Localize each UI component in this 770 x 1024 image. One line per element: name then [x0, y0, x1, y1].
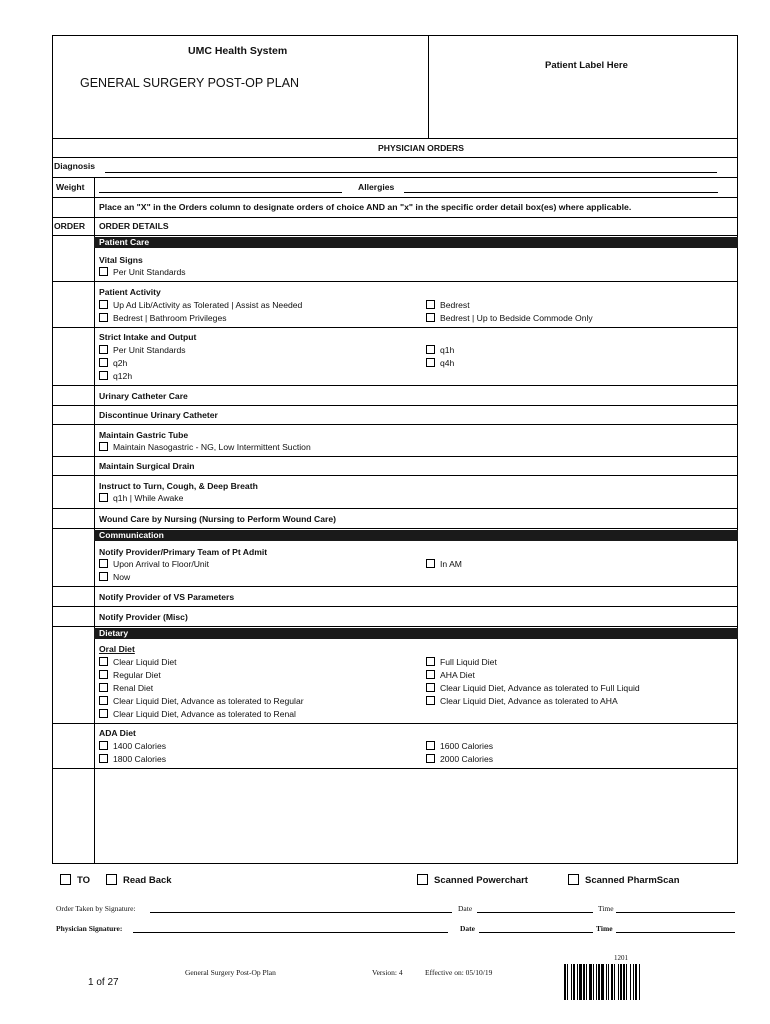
ada-diet-title: ADA Diet [99, 728, 136, 738]
wound-care: Wound Care by Nursing (Nursing to Perform Wound Care) [99, 514, 336, 524]
checkbox-icon[interactable] [99, 267, 108, 276]
order-details-column-header: ORDER DETAILS [99, 221, 169, 231]
ada-diet-option[interactable]: 1800 Calories [99, 753, 166, 765]
section-communication: Communication [94, 530, 738, 541]
physician-time-field[interactable] [616, 932, 735, 933]
checkbox-icon[interactable] [99, 371, 108, 380]
page-number: 1 of 27 [88, 977, 119, 988]
notify-admit-title: Notify Provider/Primary Team of Pt Admit [99, 547, 268, 557]
oral-diet-option[interactable]: Clear Liquid Diet, Advance as tolerated to Renal [99, 708, 296, 720]
diagnosis-field[interactable] [105, 172, 717, 173]
checkbox-icon[interactable] [99, 313, 108, 322]
scanned-powerchart-checkbox[interactable]: Scanned Powerchart [417, 874, 528, 887]
turn-cough-title: Instruct to Turn, Cough, & Deep Breath [99, 481, 258, 491]
checkbox-icon[interactable] [99, 300, 108, 309]
notify-admit-option[interactable]: In AM [426, 558, 462, 570]
patient-activity-title: Patient Activity [99, 287, 161, 297]
patient-activity-option[interactable]: Bedrest | Up to Bedside Commode Only [426, 312, 593, 324]
checkbox-icon[interactable] [99, 741, 108, 750]
checkbox-icon[interactable] [426, 559, 435, 568]
patient-label: Patient Label Here [545, 60, 628, 71]
checkbox-icon[interactable] [426, 683, 435, 692]
weight-field[interactable] [99, 192, 342, 193]
gastric-tube-option[interactable]: Maintain Nasogastric - NG, Low Intermittent Suction [99, 441, 311, 453]
intake-output-option[interactable]: q1h [426, 344, 454, 356]
scanned-pharmscan-checkbox[interactable]: Scanned PharmScan [568, 874, 680, 887]
order-taken-date-label: Date [458, 904, 473, 913]
order-taken-time-field[interactable] [616, 912, 735, 913]
gastric-tube-title: Maintain Gastric Tube [99, 430, 189, 440]
oral-diet-option[interactable]: Clear Liquid Diet, Advance as tolerated to AHA [426, 695, 618, 707]
allergies-label: Allergies [358, 182, 395, 192]
checkbox-icon[interactable] [99, 696, 108, 705]
checkbox-icon[interactable] [99, 670, 108, 679]
patient-activity-option[interactable]: Bedrest [426, 299, 470, 311]
ada-diet-option[interactable]: 2000 Calories [426, 753, 493, 765]
checkbox-icon[interactable] [99, 442, 108, 451]
notify-provider-misc: Notify Provider (Misc) [99, 612, 188, 622]
checkbox-icon[interactable] [426, 657, 435, 666]
order-taken-date-field[interactable] [477, 912, 593, 913]
checkbox-icon[interactable] [426, 696, 435, 705]
patient-activity-option[interactable]: Up Ad Lib/Activity as Tolerated | Assist as Needed [99, 299, 302, 311]
checkbox-icon[interactable] [417, 874, 428, 885]
urinary-catheter-care: Urinary Catheter Care [99, 391, 188, 401]
intake-output-option[interactable]: q4h [426, 357, 454, 369]
notify-vs-parameters: Notify Provider of VS Parameters [99, 592, 235, 602]
checkbox-icon[interactable] [426, 670, 435, 679]
physician-time-label: Time [596, 924, 613, 933]
checkbox-icon[interactable] [99, 754, 108, 763]
checkbox-icon[interactable] [426, 754, 435, 763]
intake-output-option[interactable]: Per Unit Standards [99, 344, 186, 356]
discontinue-urinary-catheter: Discontinue Urinary Catheter [99, 410, 218, 420]
header-divider [428, 35, 429, 139]
vital-signs-option[interactable]: Per Unit Standards [99, 266, 186, 278]
footer-doc-name: General Surgery Post-Op Plan [185, 968, 276, 977]
checkbox-icon[interactable] [99, 572, 108, 581]
checkbox-icon[interactable] [426, 345, 435, 354]
maintain-surgical-drain: Maintain Surgical Drain [99, 461, 195, 471]
intake-output-option[interactable]: q12h [99, 370, 132, 382]
oral-diet-option[interactable]: Clear Liquid Diet [99, 656, 177, 668]
section-dietary: Dietary [94, 628, 738, 639]
physician-date-field[interactable] [479, 932, 593, 933]
oral-diet-option[interactable]: Regular Diet [99, 669, 161, 681]
checkbox-icon[interactable] [99, 709, 108, 718]
instruction-text: Place an "X" in the Orders column to designate orders of choice AND an "x" in the specific order detail box(es) where applicable. [99, 202, 632, 212]
vital-signs-title: Vital Signs [99, 255, 143, 265]
form-title: GENERAL SURGERY POST-OP PLAN [80, 76, 300, 90]
read-back-checkbox[interactable]: Read Back [106, 874, 172, 887]
physician-date-label: Date [460, 924, 475, 933]
section-patient-care: Patient Care [94, 237, 738, 248]
notify-admit-option[interactable]: Now [99, 571, 130, 583]
weight-label: Weight [56, 182, 85, 192]
barcode-image [564, 964, 694, 1000]
checkbox-icon[interactable] [426, 741, 435, 750]
checkbox-icon[interactable] [99, 493, 108, 502]
barcode-number: 1201 [614, 954, 628, 962]
physician-orders-heading: PHYSICIAN ORDERS [378, 143, 464, 153]
intake-output-option[interactable]: q2h [99, 357, 127, 369]
diagnosis-label: Diagnosis [54, 161, 96, 171]
order-column-header: ORDER [54, 221, 86, 231]
turn-cough-option[interactable]: q1h | While Awake [99, 492, 183, 504]
checkbox-icon[interactable] [426, 300, 435, 309]
physician-signature-field[interactable] [133, 932, 448, 933]
oral-diet-option[interactable]: Clear Liquid Diet, Advance as tolerated to Full Liquid [426, 682, 640, 694]
order-taken-signature-field[interactable] [150, 912, 452, 913]
physician-signature-label: Physician Signature: [56, 924, 123, 933]
intake-output-title: Strict Intake and Output [99, 332, 197, 342]
footer-version: Version: 4 [372, 968, 403, 977]
checkbox-icon[interactable] [426, 358, 435, 367]
oral-diet-title: Oral Diet [99, 644, 135, 654]
checkbox-icon[interactable] [426, 313, 435, 322]
oral-diet-option[interactable]: Clear Liquid Diet, Advance as tolerated to Regular [99, 695, 304, 707]
checkbox-icon[interactable] [99, 559, 108, 568]
org-name: UMC Health System [188, 45, 288, 57]
ada-diet-option[interactable]: 1600 Calories [426, 740, 493, 752]
allergies-field[interactable] [404, 192, 718, 193]
checkbox-icon[interactable] [568, 874, 579, 885]
checkbox-icon[interactable] [60, 874, 71, 885]
oral-diet-option[interactable]: Full Liquid Diet [426, 656, 497, 668]
checkbox-icon[interactable] [99, 657, 108, 666]
checkbox-icon[interactable] [106, 874, 117, 885]
ada-diet-option[interactable]: 1400 Calories [99, 740, 166, 752]
checkbox-icon[interactable] [99, 345, 108, 354]
oral-diet-option[interactable]: AHA Diet [426, 669, 475, 681]
order-taken-time-label: Time [598, 904, 614, 913]
footer-effective: Effective on: 05/10/19 [425, 968, 493, 977]
checkbox-icon[interactable] [99, 683, 108, 692]
patient-activity-option[interactable]: Bedrest | Bathroom Privileges [99, 312, 227, 324]
order-taken-label: Order Taken by Signature: [56, 904, 136, 913]
checkbox-icon[interactable] [99, 358, 108, 367]
to-checkbox[interactable]: TO [60, 874, 90, 887]
notify-admit-option[interactable]: Upon Arrival to Floor/Unit [99, 558, 209, 570]
oral-diet-option[interactable]: Renal Diet [99, 682, 153, 694]
